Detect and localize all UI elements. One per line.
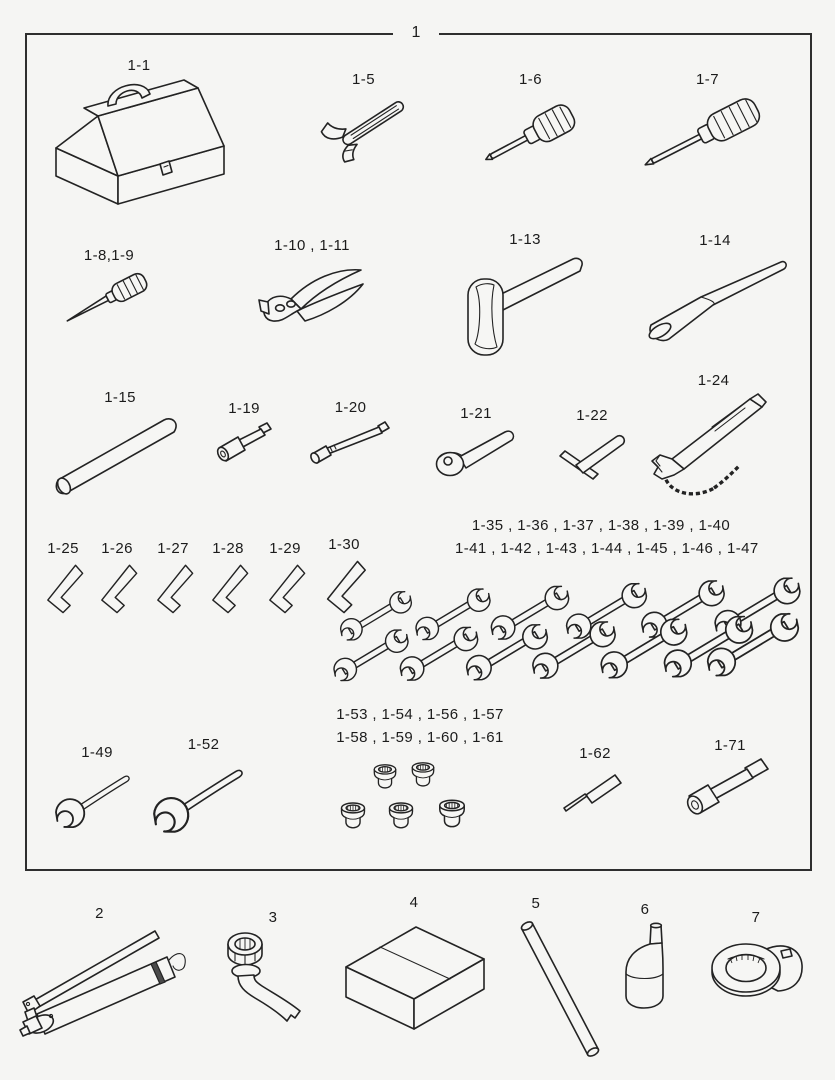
item-hex-key-5 [260,540,310,616]
part-label-grease-gun: 2 [95,905,104,922]
part-label-adjustable-wrench: 1-5 [352,71,375,88]
part-label-hex-key-6: 1-30 [328,536,360,553]
part-label-grease-gun-hose: 3 [268,909,278,926]
hammer-illustration [463,252,587,360]
group-frame-label: 1 [393,24,439,42]
part-label-pin-punch: 1-62 [579,745,611,762]
item-screwdriver-small [58,247,160,330]
item-open-end-wrench-small [50,744,144,832]
socket [386,800,416,832]
item-extension-long [308,399,393,470]
part-label-screwdriver-small: 1-8,1-9 [83,247,135,264]
single-open-end-wrench-illustration [147,757,260,838]
part-label-hex-key-5: 1-29 [269,540,301,557]
socket [371,762,399,792]
item-bar [50,389,190,497]
bar-illustration [50,410,190,497]
adjustable-wrench-illustration [310,92,417,158]
part-label-extension-short: 1-19 [228,400,260,417]
item-toolbox [48,57,230,223]
socket [409,760,437,790]
ring-nut-wrench-illustration [706,930,806,1002]
grease-hose-illustration [223,930,323,1027]
socket-illustration [436,797,468,831]
part-label-bottle: 6 [640,901,650,918]
hex-key-illustration [38,561,88,616]
item-grease-gun-hose [223,909,323,1027]
small-screwdriver-illustration [58,268,160,330]
part-label-extension-long: 1-20 [334,399,367,416]
item-extension-short [215,400,273,467]
flat-screwdriver-illustration [638,92,777,178]
single-open-end-wrench-illustration [50,765,144,832]
part-label-open-end-wrench-small: 1-49 [81,744,113,761]
socket [338,800,368,832]
hex-key-illustration [260,561,310,616]
item-t-handle [552,407,632,480]
socket-illustration [386,800,416,832]
spark-plug-wrench-illustration [685,758,775,822]
part-label-phillips-screwdriver: 1-6 [519,71,542,88]
part-label-carton-box: 4 [409,894,419,911]
hex-key-illustration [203,561,253,616]
item-bottle [620,901,670,1012]
part-label-hex-key-3: 1-27 [157,540,189,557]
open-end-wrench-illustration [698,604,808,685]
rod-illustration [512,916,604,1060]
open-end-wrench-set-labels [455,514,759,560]
part-label-rod: 5 [531,895,541,912]
item-hex-key-4 [203,540,253,616]
hex-key-illustration [148,561,198,616]
item-phillips-screwdriver [478,71,583,177]
ratchet-illustration [435,426,517,480]
bottle-illustration [620,922,670,1012]
item-rod [512,895,604,1060]
part-label-ratchet-handle: 1-21 [460,405,492,422]
socket [436,797,468,831]
item-hex-key-2 [92,540,142,616]
socket-illustration [338,800,368,832]
item-flat-screwdriver [638,71,777,178]
item-hammer [463,231,587,360]
chain-wrench-illustration [650,393,777,500]
item-pliers [257,237,367,327]
item-grease-gun [17,905,182,1048]
part-label-hex-key-1: 1-25 [47,540,79,557]
part-label-pliers: 1-10 , 1-11 [274,237,350,254]
hex-key-illustration [92,561,142,616]
item-hex-key-3 [148,540,198,616]
part-label-flat-screwdriver: 1-7 [696,71,719,88]
item-spark-plug-wrench [685,737,775,822]
chisel-illustration [643,253,787,343]
part-label-open-end-wrench-large: 1-52 [187,736,220,753]
part-label-ring-nut-wrench: 7 [751,909,761,926]
item-adjustable-wrench [310,71,417,158]
t-handle-illustration [552,428,632,480]
item-hex-key-1 [38,540,88,616]
toolbox-illustration [48,78,230,223]
phillips-screwdriver-illustration [478,92,583,177]
part-label-spark-plug-wrench: 1-71 [714,737,746,754]
item-chisel [643,232,787,343]
part-label-chisel: 1-14 [699,232,731,249]
part-label-toolbox: 1-1 [127,57,151,74]
open-end-wrench [698,604,808,685]
item-pin-punch [560,745,630,818]
part-label-t-handle: 1-22 [576,407,608,424]
part-label-chain-wrench: 1-24 [697,372,730,389]
carton-box-illustration [338,915,490,1033]
item-ratchet-handle [435,405,517,480]
part-label-hammer: 1-13 [509,231,541,248]
grease-gun-illustration [17,926,182,1048]
long-extension-illustration [308,420,393,470]
socket-set-label-line1: 1-53 , 1-54 , 1-56 , 1-57 [336,706,504,723]
part-label-bar: 1-15 [104,389,136,406]
wrench-set-label-line2: 1-41 , 1-42 , 1-43 , 1-44 , 1-45 , 1-46 , 1-47 [455,540,759,557]
item-chain-wrench [650,372,777,500]
socket-illustration [409,760,437,790]
short-extension-illustration [215,421,273,467]
socket-illustration [371,762,399,792]
item-carton-box [338,894,490,1033]
pliers-illustration [257,258,367,327]
socket-set-label-line2: 1-58 , 1-59 , 1-60 , 1-61 [336,729,504,746]
item-open-end-wrench-large [147,736,260,838]
part-label-hex-key-2: 1-26 [101,540,133,557]
socket-set-labels [330,703,510,749]
item-ring-nut-wrench [706,909,806,1002]
pin-punch-illustration [560,766,630,818]
wrench-set-label-line1: 1-35 , 1-36 , 1-37 , 1-38 , 1-39 , 1-40 [471,517,731,534]
part-label-hex-key-4: 1-28 [212,540,244,557]
